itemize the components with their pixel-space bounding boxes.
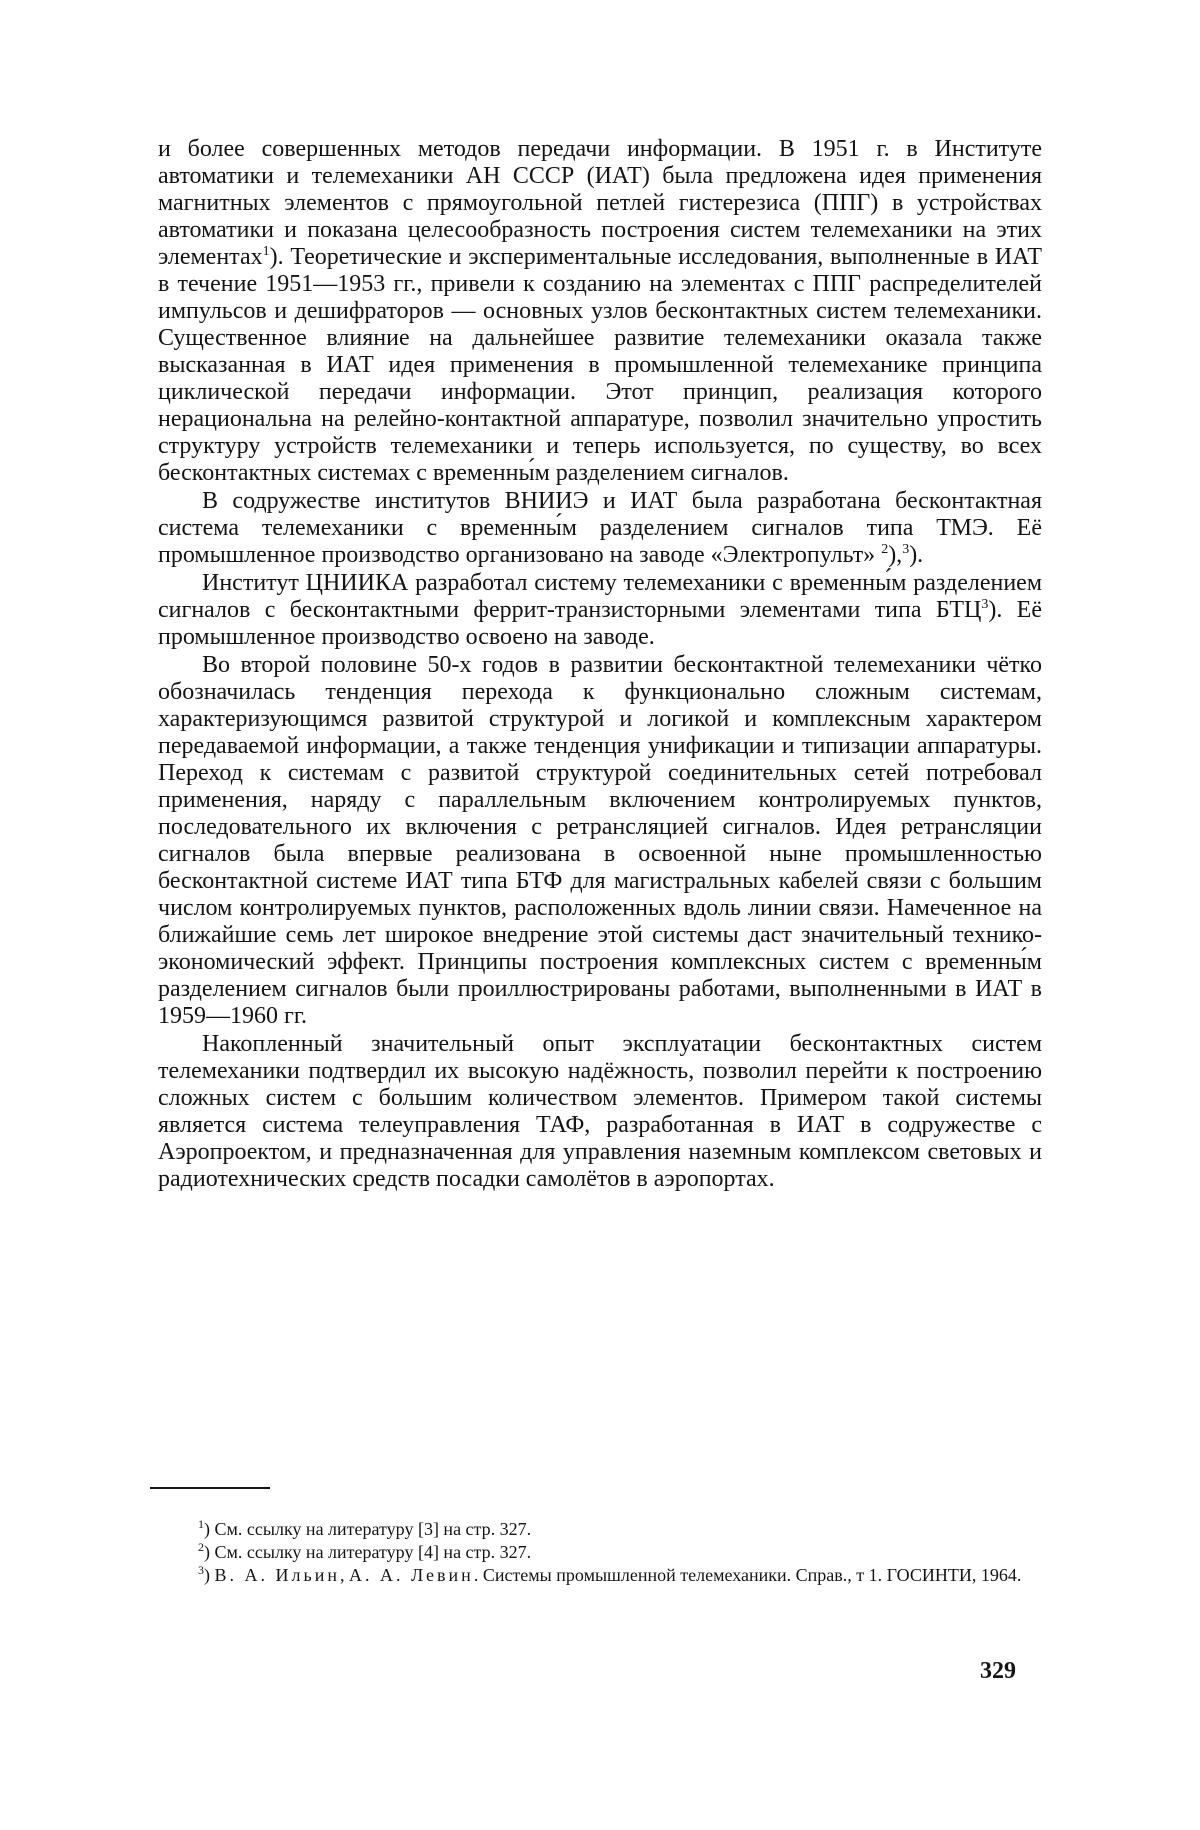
footnote-ref-3b: 3: [981, 597, 989, 612]
paragraph-3-tail: ). Её промышленное производство освоено на заводе.: [158, 597, 1042, 650]
paragraph-3: [158, 570, 1042, 651]
footnote-3-prefix: ): [204, 1565, 215, 1585]
footnote-ref-3: 3: [902, 542, 910, 557]
footnote-3-text: . Системы промышленной телемеханики. Справ., т 1. ГОСИНТИ, 1964.: [473, 1565, 1022, 1585]
footnote-1-text: ) См. ссылку на литературу [3] на стр. 327.: [204, 1519, 532, 1539]
footnote-3-author-2: А. А. Левин: [348, 1565, 474, 1585]
paragraph-4: Во второй половине 50-х годов в развитии бесконтактной телемеханики чётко обозначилась тенденция перехода к функционально сложным системам, характеризующимся развитой структурой и логикой и комплексным характером передаваемой информации, а также тенденция унификации и типизации аппаратуры. Переход к системам с развитой структурой соединительных сетей потребовал применения, наряду с параллельным включением контролируемых пунктов, последовательного их включения с ретрансляцией сигналов. Идея ретрансляции сигналов была впервые реализована в освоенной ныне промышленностью бесконтактной системе ИАТ типа БТФ для магистральных кабелей связи с большим числом контролируемых пунктов, расположенных вдоль линии связи. Намеченное на ближайшие семь лет широкое внедрение этой системы даст значительный технико-экономический эффект. Принципы построения комплексных систем с временны́м разделением сигналов были проиллюстрированы работами, выполненными в ИАТ в 1959—1960 гг.: [158, 652, 1042, 1029]
footnote-3-separator: ,: [339, 1565, 349, 1585]
footnote-mark-2: 2: [198, 1540, 204, 1554]
footnote-mark-3: 3: [198, 1563, 204, 1577]
footnote-3: [158, 1564, 1042, 1587]
page-number: 329: [980, 1658, 1016, 1684]
footnotes: [158, 1518, 1042, 1587]
paragraph-2-text: В содружестве институтов ВНИИЭ и ИАТ была разработана бесконтактная система телемеханики с временны́м разделением сигналов типа ТМЭ. Её промышленное производство организовано на заводе «Электропульт»: [158, 488, 1042, 568]
footnote-ref-2: 2: [881, 542, 889, 557]
paragraph-1-text: и более совершенных методов передачи информации. В 1951 г. в Институте автоматики и телемеханики АН СССР (ИАТ) была предложена идея применения магнитных элементов с прямоугольной петлей гистерезиса (ППГ) в устройствах автоматики и показана целесообразность построения систем телемеханики на этих элементах: [158, 136, 1042, 270]
footnote-2-text: ) См. ссылку на литературу [4] на стр. 327.: [204, 1542, 532, 1562]
paragraph-1: [158, 136, 1042, 487]
paragraph-3-text: Институт ЦНИИКА разработал систему телемеханики с временны́м разделением сигналов с бесконтактными феррит-транзисторными элементами типа БТЦ: [158, 570, 1042, 623]
footnote-ref-1: 1: [262, 244, 270, 259]
footnote-mark-1: 1: [198, 1517, 204, 1531]
paragraph-5: Накопленный значительный опыт эксплуатации бесконтактных систем телемеханики подтвердил их высокую надёжность, позволил перейти к построению сложных систем с большим количеством элементов. Примером такой системы является система телеуправления ТАФ, разработанная в ИАТ в содружестве с Аэропроектом, и предназначенная для управления наземным комплексом световых и радиотехнических средств посадки самолётов в аэропортах.: [158, 1031, 1042, 1192]
main-text: [158, 136, 1042, 1193]
footnote-divider: [150, 1487, 270, 1489]
footnote-2: [158, 1541, 1042, 1564]
paragraph-2-tail2: ).: [909, 542, 924, 568]
paragraph-1-tail: ). Теоретические и экспериментальные исследования, выполненные в ИАТ в течение 1951—1953 гг., привели к созданию на элементах с ППГ распределителей импульсов и дешифраторов — основных узлов бесконтактных систем телемеханики. Существенное влияние на дальнейшее развитие телемеханики оказала также высказанная в ИАТ идея применения в промышленной телемеханике принципа циклической передачи информации. Этот принцип, реализация которого нерациональна на релейно-контактной аппаратуре, позволил значительно упростить структуру устройств телемеханики и теперь используется, по существу, во всех бесконтактных системах с временны́м разделением сигналов.: [158, 244, 1042, 486]
footnote-1: [158, 1518, 1042, 1541]
paragraph-2: [158, 488, 1042, 569]
paragraph-2-tail: ),: [888, 542, 903, 568]
footnote-3-author-1: В. А. Ильин: [214, 1565, 340, 1585]
